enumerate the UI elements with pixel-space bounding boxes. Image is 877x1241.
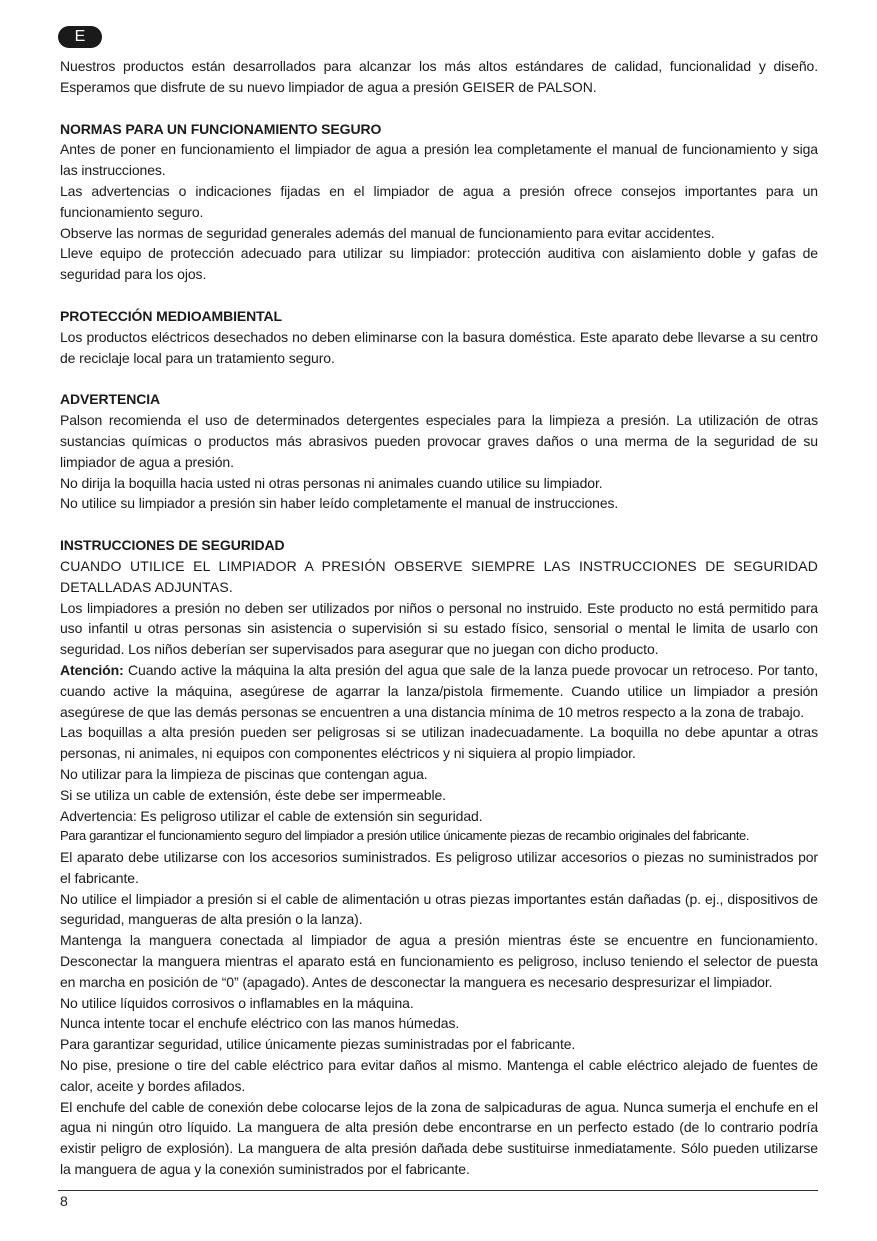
- paragraph: Las advertencias o indicaciones fijadas en el limpiador de agua a presión ofrece consejos importantes para un funcionamiento seguro.: [60, 182, 818, 220]
- section-heading: NORMAS PARA UN FUNCIONAMIENTO SEGURO: [60, 120, 382, 137]
- paragraph: Si se utiliza un cable de extensión, éste debe ser impermeable.: [60, 786, 446, 803]
- paragraph: Nunca intente tocar el enchufe eléctrico con las manos húmedas.: [60, 1015, 460, 1032]
- paragraph: El aparato debe utilizarse con los accesorios suministrados. Es peligroso utilizar accesorios o piezas no suministrados por el fabricante.: [60, 849, 818, 886]
- paragraph: Las boquillas a alta presión pueden ser peligrosas si se utilizan inadecuadamente. La boquilla no debe apuntar a otras personas, ni animales, ni equipos con componentes eléctricos y ni siquiera al propio limpiador.: [60, 724, 818, 762]
- paragraph: Para garantizar el funcionamiento seguro del limpiador a presión utilice únicamente piezas de recambio originales del fabricante.: [60, 828, 750, 844]
- paragraph: No utilice el limpiador a presión si el cable de alimentación u otras piezas importantes están dañadas (p. ej., dispositivos de seguridad, mangueras de alta presión o la lanza).: [60, 890, 818, 928]
- section-heading: INSTRUCCIONES DE SEGURIDAD: [60, 537, 285, 554]
- paragraph: Para garantizar seguridad, utilice únicamente piezas suministradas por el fabricante.: [60, 1036, 576, 1053]
- paragraph: Advertencia: Es peligroso utilizar el cable de extensión sin seguridad.: [60, 807, 483, 824]
- paragraph: No utilizar para la limpieza de piscinas que contengan agua.: [60, 765, 428, 782]
- paragraph: El enchufe del cable de conexión debe colocarse lejos de la zona de salpicaduras de agua. Nunca sumerja el enchufe en el agua ni ningún otro líquido. La manguera de alta presión debe encontrarse en un perfecto estado (de lo contrario podría existir peligro de explosión). La manguera de alta presión dañada debe sustituirse inmediatamente. Sólo pueden utilizarse la manguera de agua y la conexión suministrados por el fabricante.: [60, 1098, 818, 1178]
- paragraph: No utilice su limpiador a presión sin haber leído completamente el manual de instrucciones.: [60, 495, 619, 512]
- language-badge: E: [58, 26, 102, 48]
- paragraph: Los limpiadores a presión no deben ser utilizados por niños o personal no instruido. Este producto no está permitido para uso infantil u otras personas sin asistencia o supervisión si su estado físico, sensorial o mental le limita de usarlo con seguridad. Los niños deberían ser supervisados para asegurar que no juegan con dicho producto.: [60, 599, 818, 658]
- page-number: 8: [60, 1193, 68, 1209]
- section-heading: ADVERTENCIA: [60, 391, 161, 408]
- attention-paragraph: [60, 660, 818, 722]
- paragraph: Mantenga la manguera conectada al limpiador de agua a presión mientras éste se encuentre en funcionamiento. Desconectar la manguera mientras el aparato está en funcionamiento es peligroso, incluso teniendo el selector de puesta en marcha en posición de “0” (apagado). Antes de desconectar la manguera es necesario despresurizar el limpiador.: [60, 932, 818, 990]
- attention-text: Cuando active la máquina la alta presión del agua que sale de la lanza puede provocar un retroceso. Por tanto, cuando active la máquina, asegúrese de agarrar la lanza/pistola firmemente. Cuando utilice un limpiador a presión asegúrese de que las demás personas se encuentren a una distancia mínima de 10 metros respecto a la zona de trabajo.: [60, 661, 818, 720]
- footer-divider: [58, 1190, 818, 1191]
- paragraph: Palson recomienda el uso de determinados detergentes especiales para la limpieza a presión. La utilización de otras sustancias químicas o productos más abrasivos pueden provocar graves daños o una merma de la seguridad de su limpiador de agua a presión.: [60, 412, 818, 470]
- attention-label: Atención:: [60, 661, 124, 678]
- paragraph: No utilice líquidos corrosivos o inflamables en la máquina.: [60, 994, 414, 1011]
- paragraph: No pise, presione o tire del cable eléctrico para evitar daños al mismo. Mantenga el cable eléctrico alejado de fuentes de calor, aceite y bordes afilados.: [60, 1057, 818, 1094]
- paragraph: No dirija la boquilla hacia usted ni otras personas ni animales cuando utilice su limpiador.: [60, 474, 603, 491]
- section-environmental: [60, 306, 818, 368]
- section-warning: [60, 389, 818, 514]
- paragraph: Antes de poner en funcionamiento el limpiador de agua a presión lea completamente el manual de funcionamiento y siga las instrucciones.: [60, 141, 818, 179]
- section-heading: PROTECCIÓN MEDIOAMBIENTAL: [60, 307, 283, 324]
- intro-paragraph: Nuestros productos están desarrollados para alcanzar los más altos estándares de calidad, funcionalidad y diseño. Esperamos que disfrute de su nuevo limpiador de agua a presión GEISER de PALSON.: [60, 58, 818, 95]
- paragraph: Lleve equipo de protección adecuado para utilizar su limpiador: protección auditiva con aislamiento doble y gafas de seguridad para los ojos.: [60, 245, 818, 283]
- section-safety-instructions: [60, 535, 818, 1180]
- page-content: [60, 56, 818, 1180]
- paragraph: Los productos eléctricos desechados no deben eliminarse con la basura doméstica. Este aparato debe llevarse a su centro de reciclaje local para un tratamiento seguro.: [60, 328, 818, 366]
- paragraph: Observe las normas de seguridad generales además del manual de funcionamiento para evitar accidentes.: [60, 224, 715, 241]
- paragraph: CUANDO UTILICE EL LIMPIADOR A PRESIÓN OBSERVE SIEMPRE LAS INSTRUCCIONES DE SEGURIDAD DETALLADAS ADJUNTAS.: [60, 557, 818, 595]
- section-safe-operation: [60, 119, 818, 285]
